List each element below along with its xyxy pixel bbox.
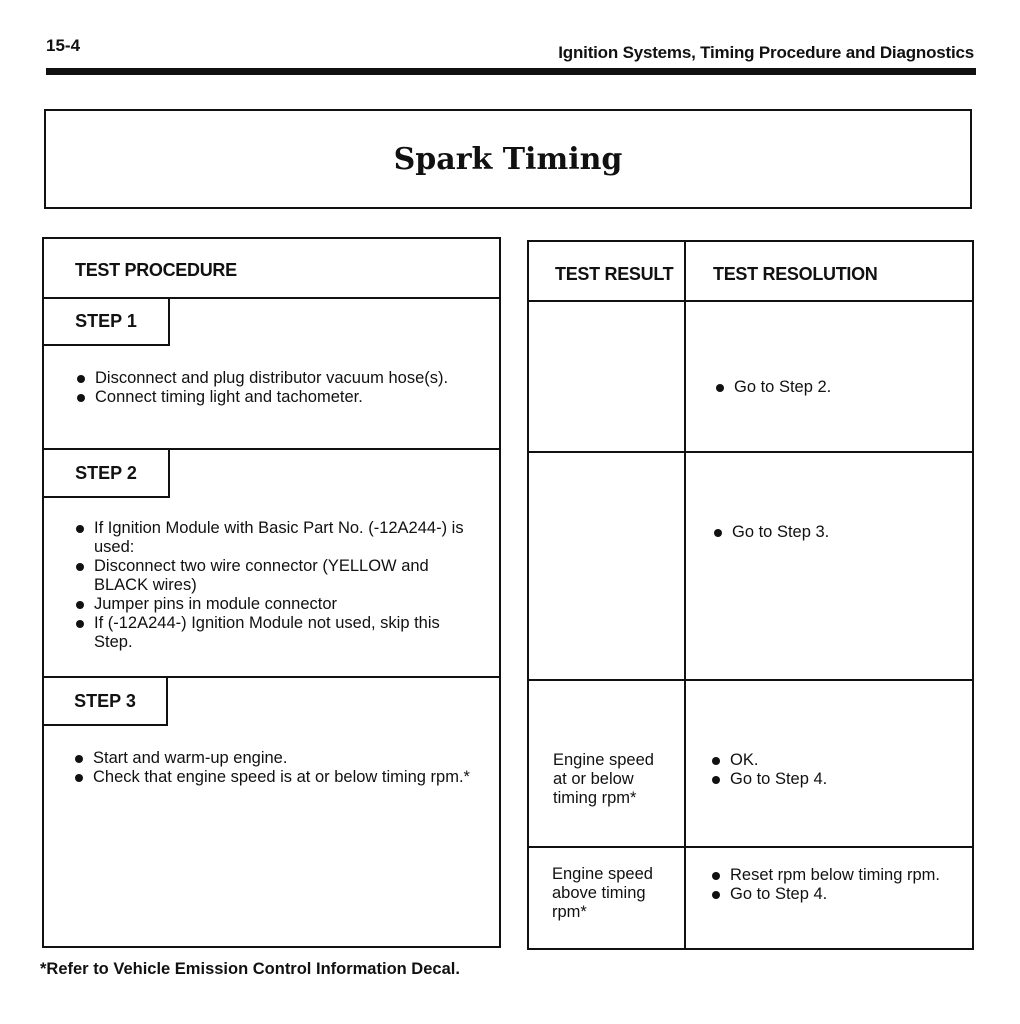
results-row-1-divider [528,451,973,453]
step-1-bullet: Connect timing light and tachometer. [75,388,475,407]
header-rule [46,68,976,75]
resolution-item: Go to Step 4. [710,770,960,789]
resolution-item: Reset rpm below timing rpm. [710,866,940,885]
step-1-bullets [75,369,475,407]
resolution-row-2 [712,523,952,542]
resolution-item: Go to Step 4. [710,885,940,904]
step-2-bullet: If (-12A244-) Ignition Module not used, skip this Step. [74,614,469,652]
step-3-bullet: Start and warm-up engine. [73,749,473,768]
resolution-row-1 [714,378,954,397]
resolution-row-4 [710,866,940,904]
step-2-bullet: If Ignition Module with Basic Part No. (-12A244-) is used: [74,519,469,557]
step-2-bullet: Jumper pins in module connector [74,595,469,614]
page-number: 15-4 [46,36,81,55]
resolution-row-3 [710,751,960,789]
results-table [527,240,974,950]
procedure-heading: TEST PROCEDURE [75,260,237,280]
step-2-tab: STEP 2 [44,450,170,498]
step-1-tab: STEP 1 [44,298,170,346]
step-3-tab: STEP 3 [44,678,168,726]
resolution-item: Go to Step 2. [714,378,954,397]
result-row-3: Engine speed at or below timing rpm* [553,751,654,807]
results-row-2-divider [528,679,973,681]
step-1-bullet: Disconnect and plug distributor vacuum hose(s). [75,369,475,388]
results-column-divider [684,241,686,949]
result-row-4: Engine speed above timing rpm* [552,865,653,921]
step-2-bullet: Disconnect two wire connector (YELLOW and BLACK wires) [74,557,469,595]
resolution-item: OK. [710,751,960,770]
footnote: *Refer to Vehicle Emission Control Information Decal. [40,960,460,978]
title-box [44,109,972,209]
results-row-3-divider [528,846,973,848]
resolution-heading: TEST RESOLUTION [713,264,878,284]
step-2-bullets [74,519,469,652]
resolution-item: Go to Step 3. [712,523,952,542]
step-3-bullet: Check that engine speed is at or below timing rpm.* [73,768,473,787]
running-title: Ignition Systems, Timing Procedure and Diagnostics [558,43,974,62]
step-3-bullets [73,749,473,787]
result-heading: TEST RESULT [555,264,674,284]
page-title: Spark Timing [393,141,623,177]
results-heading-divider [528,300,973,302]
